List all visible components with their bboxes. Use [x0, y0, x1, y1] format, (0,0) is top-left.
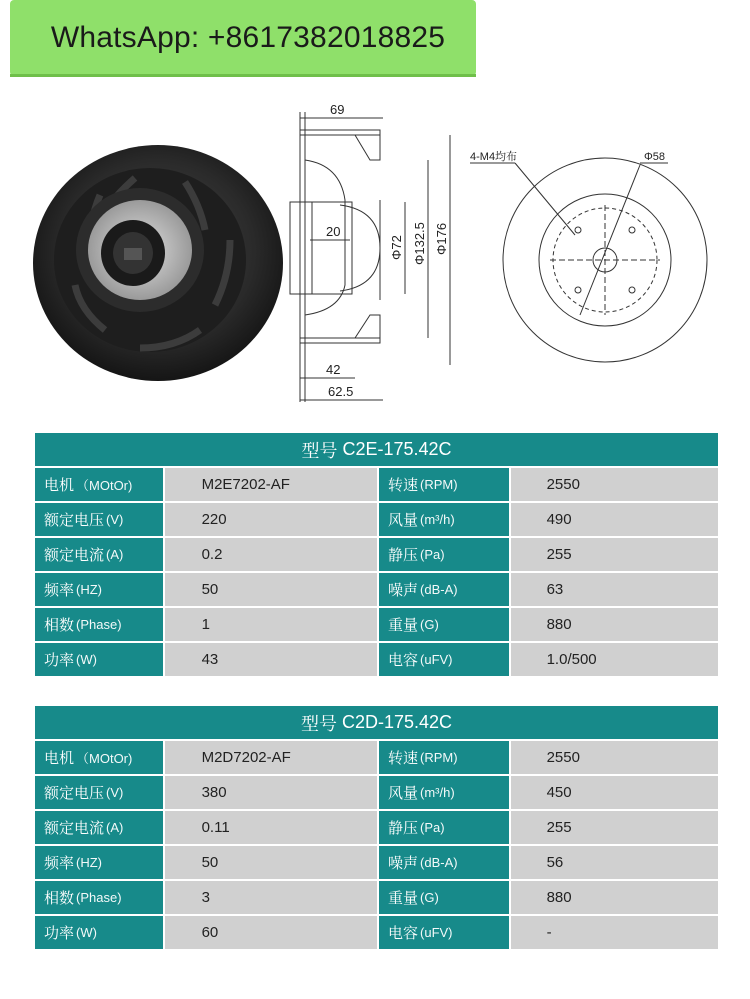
row-label-right — [379, 468, 509, 501]
row-label-right — [379, 741, 509, 774]
spec-table-2 — [35, 706, 718, 949]
row-label-right — [379, 846, 509, 879]
spec-table-1 — [35, 433, 718, 676]
row-value-left: 60 — [165, 916, 377, 949]
dim-phi176-label: Φ176 — [434, 222, 449, 255]
label-text: 额定电压 — [44, 785, 105, 802]
label-text: 功率 — [44, 925, 75, 942]
label-text: 额定电流 — [44, 547, 105, 564]
model-name: C2E-175.42C — [342, 439, 452, 459]
row-value-right: 2550 — [511, 468, 718, 501]
label-text: 频率 — [44, 855, 75, 872]
label-unit: (dB-A) — [420, 582, 458, 597]
label-text: 功率 — [44, 652, 75, 669]
row-value-right: 2550 — [511, 741, 718, 774]
label-text: 风量 — [388, 785, 419, 802]
spec-table-header — [35, 433, 718, 466]
label-unit: (V) — [106, 785, 124, 800]
label-text: 静压 — [388, 820, 419, 837]
row-label-right — [379, 881, 509, 914]
row-value-right: 255 — [511, 811, 718, 844]
model-label: 型号 — [301, 440, 338, 461]
label-unit: (uFV) — [420, 652, 453, 667]
table-row — [35, 468, 718, 501]
table-row — [35, 741, 718, 774]
spec-table-header — [35, 706, 718, 739]
label-unit: (A) — [106, 547, 124, 562]
label-unit: （MOtOr) — [76, 478, 133, 493]
label-unit: (G) — [420, 617, 439, 632]
row-value-left: 1 — [165, 608, 377, 641]
front-view-drawing — [470, 158, 707, 362]
label-unit: (Pa) — [420, 820, 445, 835]
fan-photo — [33, 145, 283, 381]
row-label-left — [35, 503, 163, 536]
row-label-right — [379, 776, 509, 809]
row-label-left — [35, 573, 163, 606]
row-label-left — [35, 741, 163, 774]
label-unit: (dB-A) — [420, 855, 458, 870]
row-label-right — [379, 573, 509, 606]
dim-69-label: 69 — [330, 102, 345, 117]
dim-62-5-label: 62.5 — [328, 384, 354, 399]
label-text: 频率 — [44, 582, 75, 599]
label-unit: (Phase) — [76, 890, 122, 905]
label-text: 电机 — [44, 477, 75, 494]
table-row — [35, 538, 718, 571]
label-unit: (Phase) — [76, 617, 122, 632]
label-text: 噪声 — [388, 855, 419, 872]
row-label-right — [379, 916, 509, 949]
row-value-right: 255 — [511, 538, 718, 571]
row-label-left — [35, 916, 163, 949]
label-text: 额定电压 — [44, 512, 105, 529]
row-label-right — [379, 538, 509, 571]
whatsapp-contact-text: WhatsApp: +8617382018825 — [50, 21, 446, 54]
label-text: 重量 — [388, 617, 419, 634]
label-text: 电机 — [44, 750, 75, 767]
row-label-left — [35, 468, 163, 501]
label-unit: （MOtOr) — [76, 751, 133, 766]
table-row — [35, 573, 718, 606]
table-row — [35, 881, 718, 914]
label-text: 电容 — [388, 652, 419, 669]
row-label-right — [379, 608, 509, 641]
row-value-left: 380 — [165, 776, 377, 809]
row-label-left — [35, 538, 163, 571]
product-figure — [0, 90, 750, 420]
label-unit: (m³/h) — [420, 785, 455, 800]
row-label-right — [379, 503, 509, 536]
row-label-left — [35, 846, 163, 879]
row-value-left: 0.2 — [165, 538, 377, 571]
label-unit: (A) — [106, 820, 124, 835]
label-unit: (W) — [76, 652, 97, 667]
row-value-left: 50 — [165, 573, 377, 606]
row-value-right: 880 — [511, 881, 718, 914]
dim-phi132-5-label: Φ132.5 — [412, 222, 427, 265]
row-label-left — [35, 881, 163, 914]
table-row — [35, 776, 718, 809]
label-text: 转速 — [388, 750, 419, 767]
label-text: 额定电流 — [44, 820, 105, 837]
label-unit: (RPM) — [420, 477, 458, 492]
dim-phi72-label: Φ72 — [389, 235, 404, 260]
table-row — [35, 643, 718, 676]
label-text: 相数 — [44, 617, 75, 634]
row-value-right: 63 — [511, 573, 718, 606]
row-value-left: 0.11 — [165, 811, 377, 844]
row-label-left — [35, 776, 163, 809]
model-label: 型号 — [300, 713, 337, 734]
row-value-left: 43 — [165, 643, 377, 676]
row-label-right — [379, 643, 509, 676]
label-unit: (HZ) — [76, 582, 103, 597]
label-text: 静压 — [388, 547, 419, 564]
label-text: 转速 — [388, 477, 419, 494]
row-value-right: 56 — [511, 846, 718, 879]
row-value-left: 50 — [165, 846, 377, 879]
model-name: C2D-175.42C — [341, 712, 453, 732]
label-unit: (uFV) — [420, 925, 453, 940]
row-label-right — [379, 811, 509, 844]
row-value-left: 3 — [165, 881, 377, 914]
label-text: 电容 — [388, 925, 419, 942]
whatsapp-banner — [10, 0, 476, 76]
banner-underline — [10, 74, 476, 77]
row-value-left: M2D7202-AF — [165, 741, 377, 774]
row-value-right: 490 — [511, 503, 718, 536]
label-unit: (RPM) — [420, 750, 458, 765]
label-text: 噪声 — [388, 582, 419, 599]
label-unit: (W) — [76, 925, 97, 940]
table-row — [35, 846, 718, 879]
label-text: 风量 — [388, 512, 419, 529]
holes-note-label: 4-M4均布 — [470, 151, 518, 163]
row-label-left — [35, 811, 163, 844]
table-row — [35, 811, 718, 844]
dim-20-label: 20 — [326, 224, 341, 239]
table-row — [35, 608, 718, 641]
row-value-left: M2E7202-AF — [165, 468, 377, 501]
row-value-left: 220 — [165, 503, 377, 536]
label-unit: (Pa) — [420, 547, 445, 562]
label-unit: (G) — [420, 890, 439, 905]
label-unit: (m³/h) — [420, 512, 455, 527]
dim-42-label: 42 — [326, 362, 341, 377]
row-value-right: 880 — [511, 608, 718, 641]
row-label-left — [35, 643, 163, 676]
label-unit: (HZ) — [76, 855, 103, 870]
row-label-left — [35, 608, 163, 641]
label-text: 重量 — [388, 890, 419, 907]
table-row — [35, 916, 718, 949]
label-text: 相数 — [44, 890, 75, 907]
row-value-right: 1.0/500 — [511, 643, 718, 676]
row-value-right: 450 — [511, 776, 718, 809]
table-row — [35, 503, 718, 536]
dim-phi58-label: Φ58 — [644, 151, 666, 163]
row-value-right: - — [511, 916, 718, 949]
label-unit: (V) — [106, 512, 124, 527]
